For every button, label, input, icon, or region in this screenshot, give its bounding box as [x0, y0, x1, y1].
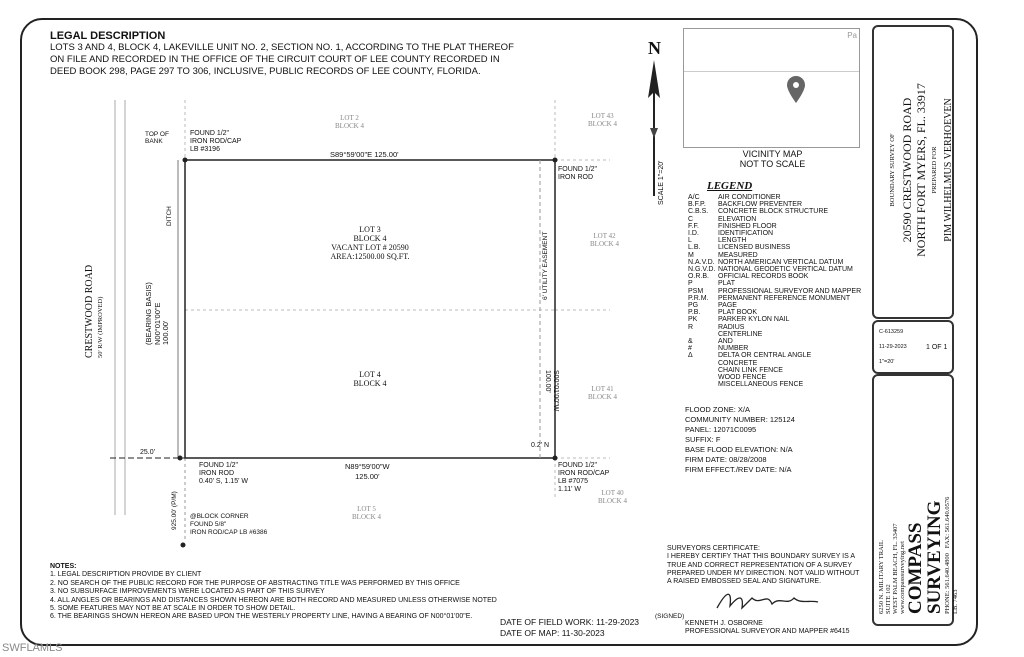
found-ne: FOUND 1/2" IRON ROD	[558, 166, 598, 181]
surveyor-certificate: SURVEYORS CERTIFICATE: I HEREBY CERTIFY THAT THIS BOUNDARY SURVEY IS A TRUE AND CORRECT REPRESENTATION OF A SURVEY PREPARED UNDER MY DIRECTION. NOT VALID WITHOUT A RAISED EMBOSSED SEAL AND SIGNATURE.	[667, 545, 860, 586]
company-lb: LB. 7463	[952, 589, 959, 614]
scale-label: SCALE 1"=20'	[658, 160, 665, 205]
pm-dist: 925.00' (P/M)	[171, 491, 178, 530]
job-scale: 1"=20'	[879, 359, 895, 365]
legend-list	[688, 194, 868, 388]
found-sw: FOUND 1/2" IRON ROD 0.40' S, 1.15' W	[199, 462, 248, 485]
company-city: WEST PALM BEACH, FL. 33407	[892, 523, 899, 614]
company-web: www.compasssurveying.net	[899, 541, 906, 614]
flood-line: BASE FLOOD ELEVATION: N/A	[685, 445, 793, 454]
lot42-label: LOT 42 BLOCK 4	[590, 232, 619, 248]
company-name-2: SURVEYING	[924, 500, 945, 614]
vicinity-label: VICINITY MAP NOT TO SCALE	[739, 149, 806, 169]
legal-title: LEGAL DESCRIPTION	[50, 30, 166, 42]
legend-item: # NUMBER	[688, 345, 749, 353]
legend-item: B.F.P. BACKFLOW PREVENTER	[688, 201, 803, 209]
north-letter: N	[648, 38, 661, 58]
sheet-number: 1 OF 1	[926, 344, 948, 351]
legend-item: PG PAGE	[688, 302, 737, 310]
job-number: C-613259	[879, 329, 904, 335]
east-bearing: S00°01'00"W 100.00'	[544, 370, 559, 412]
bearing-top: S89°59'00"E 125.00'	[330, 150, 399, 159]
dates: DATE OF FIELD WORK: 11-29-2023 DATE OF MAP: 11-30-2023	[500, 617, 640, 638]
note-item: 3. NO SUBSURFACE IMPROVEMENTS WERE LOCATED AS PART OF THIS SURVEY	[50, 588, 325, 596]
signed-label: (SIGNED)	[655, 613, 685, 620]
legend-item: P.B. PLAT BOOK	[688, 309, 758, 317]
note-item: 1. LEGAL DESCRIPTION PROVIDE BY CLIENT	[50, 571, 202, 579]
lot3-label: LOT 3 BLOCK 4 VACANT LOT # 20590 AREA:12500.00 SQ.FT.	[330, 225, 410, 261]
note-item: 5. SOME FEATURES MAY NOT BE AT SCALE IN ORDER TO SHOW DETAIL.	[50, 605, 296, 613]
lot5-label: LOT 5 BLOCK 4	[352, 505, 381, 521]
title-block-info	[872, 320, 954, 374]
job-date: 11-29-2023	[879, 344, 907, 350]
surveyor-name: KENNETH J. OSBORNE PROFESSIONAL SURVEYOR AND MAPPER #6415	[685, 620, 850, 635]
company-address: 6250 N. MILITARY TRAIL	[878, 540, 885, 614]
top-of-bank: TOP OF BANK	[145, 131, 169, 145]
legend-item: N.G.V.D. NATIONAL GEODETIC VERTICAL DATUM	[688, 266, 853, 274]
lot41-label: LOT 41 BLOCK 4	[588, 385, 617, 401]
title-block-project	[872, 25, 954, 319]
site-city: NORTH FORT MYERS, FL. 33917	[914, 83, 928, 257]
found-nw: FOUND 1/2" IRON ROD/CAP LB #3196	[190, 130, 242, 153]
flood-line: COMMUNITY NUMBER: 125124	[685, 415, 795, 424]
notes: NOTES: 1. LEGAL DESCRIPTION PROVIDE BY CLIENT 2. NO SEARCH OF THE PUBLIC RECORD FOR THE PURPOSE OF ABSTRACTING TITLE WAS PERFORMED BY THIS OFFICE 3. NO SUBSURFACE IMPROVEMENTS WERE LOCATED AS PART OF THIS SURVEY 4. ALL ANGLES OR BEARINGS AND DISTANCES SHOWN HEREON ARE BOTH RECORD AND MEASURED UNLESS OTHERWISE NOTED 5. SOME FEATURES MAY NOT BE AT SCALE IN ORDER TO SHOW DETAIL. 6. THE BEARINGS SHOWN HEREON ARE BASED UPON THE WESTERLY PROPERTY LINE, HAVING A BEARING OF N00°01'00"E.	[50, 563, 520, 622]
legend-item: M MEASURED	[688, 251, 758, 259]
flood-info	[685, 405, 795, 475]
legend-item: Δ DELTA OR CENTRAL ANGLE	[688, 352, 812, 360]
note-item: 6. THE BEARINGS SHOWN HEREON ARE BASED UPON THE WESTERLY PROPERTY LINE, HAVING A BEARING OF N00°01'00"E.	[50, 613, 473, 621]
client-name: PIM WILHELMUS VERHOEVEN	[943, 98, 954, 242]
prepared-for: PREPARED FOR	[931, 146, 938, 194]
legend-item: P PLAT	[688, 280, 735, 288]
company-suite: SUITE 102	[885, 584, 892, 614]
legend-item: F.F. FINISHED FLOOR	[688, 222, 777, 230]
legend-item: R RADIUS	[688, 323, 745, 331]
legend-item: WOOD FENCE	[718, 374, 767, 382]
legend-item: C.B.S. CONCRETE BLOCK STRUCTURE	[688, 208, 829, 216]
watermark: SWFLAMLS	[2, 642, 63, 654]
flood-line: FLOOD ZONE: X/A	[685, 405, 751, 414]
ditch-label: DITCH	[166, 206, 173, 226]
lot2-label: LOT 2 BLOCK 4	[335, 114, 364, 130]
legend-item: A/C AIR CONDITIONER	[688, 194, 781, 201]
utility-easement: 6' UTILITY EASEMENT	[542, 231, 549, 300]
flood-line: FIRM EFFECT./REV DATE: N/A	[685, 465, 792, 474]
found-se: FOUND 1/2" IRON ROD/CAP LB #7075 1.11' W	[558, 462, 610, 493]
legend-item: CONCRETE	[718, 359, 758, 367]
flood-line: SUFFIX: F	[685, 435, 721, 444]
legend-item: PK PARKER KYLON NAIL	[688, 316, 790, 324]
company-name-1: COMPASS	[905, 522, 926, 614]
legend-item: PSM PROFESSIONAL SURVEYOR AND MAPPER	[688, 287, 862, 295]
block-corner: @BLOCK CORNER FOUND 5/8" IRON ROD/CAP LB #6386	[190, 513, 268, 536]
road-edge	[115, 100, 125, 515]
road-label: CRESTWOOD ROAD 50' R/W (IMPROVED)	[84, 264, 104, 358]
lot4-label: LOT 4 BLOCK 4	[353, 370, 387, 388]
lot43-label: LOT 43 BLOCK 4	[588, 112, 617, 128]
offset-n: 0.2' N	[531, 442, 550, 449]
legend-item: CHAIN LINK FENCE	[718, 366, 783, 374]
signature-icon	[712, 588, 822, 614]
legend-title: LEGEND	[707, 180, 753, 192]
company-phone-fax: PHONE: 561.640.4800 FAX: 561.640.0576	[944, 496, 951, 614]
legend-item: MISCELLANEOUS FENCE	[718, 381, 804, 389]
legal-text: LOTS 3 AND 4, BLOCK 4, LAKEVILLE UNIT NO. 2, SECTION NO. 1, ACCORDING TO THE PLAT THEREOF ON FILE AND RECORDED IN THE OFFICE OF THE CIRCUIT COURT OF LEE COUNTY RECORDED IN DEED BOOK 298, PAGE 297 TO 306, INCLUSIVE, PUBLIC RECORDS OF LEE COUNTY, FLORIDA.	[50, 42, 514, 77]
west-bearing: (BEARING BASIS) N00°01'00"E 100.00'	[144, 282, 170, 345]
legend-item: CENTERLINE	[718, 330, 763, 338]
dist-25: 25.0'	[140, 449, 155, 456]
legend-item: O.R.B. OFFICIAL RECORDS BOOK	[688, 273, 809, 281]
lot40-label: LOT 40 BLOCK 4	[598, 489, 627, 505]
legend-item: I.D. IDENTIFICATION	[688, 230, 774, 238]
bearing-bottom: N89°59'00"W 125.00'	[345, 462, 390, 481]
legend-item: L.B. LICENSED BUSINESS	[688, 244, 791, 252]
site-address: 20590 CRESTWOOD ROAD	[900, 97, 914, 243]
survey-type: BOUNDARY SURVEY OF	[889, 133, 896, 207]
map-corner-text: Pa	[847, 31, 857, 40]
legend-item: P.R.M. PERMANENT REFERENCE MONUMENT	[688, 294, 851, 302]
flood-line: PANEL: 12071C0095	[685, 425, 757, 434]
location-pin-icon	[786, 76, 806, 104]
legend-item: L LENGTH	[688, 237, 747, 245]
note-item: 2. NO SEARCH OF THE PUBLIC RECORD FOR THE PURPOSE OF ABSTRACTING TITLE WAS PERFORMED BY THIS OFFICE	[50, 579, 460, 587]
vicinity-map	[683, 28, 860, 148]
flood-line: FIRM DATE: 08/28/2008	[685, 455, 767, 464]
title-block-company	[872, 374, 959, 626]
legend-item: N.A.V.D. NORTH AMERICAN VERTICAL DATUM	[688, 258, 844, 266]
legend-item: & AND	[688, 338, 733, 346]
note-item: 4. ALL ANGLES OR BEARINGS AND DISTANCES SHOWN HEREON ARE BOTH RECORD AND MEASURED UNLESS OTHERWISE NOTED	[50, 596, 497, 604]
legend-item: C ELEVATION	[688, 215, 757, 223]
